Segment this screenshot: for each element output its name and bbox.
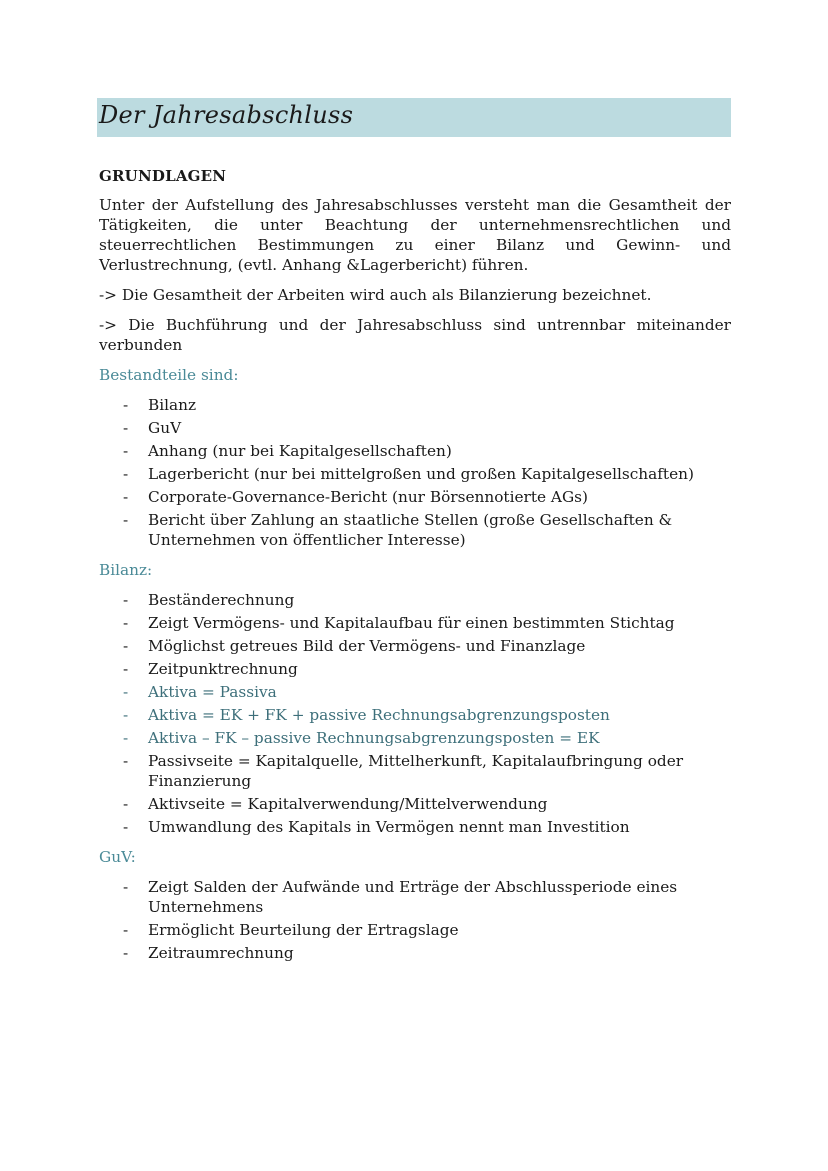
list-item: - Zeitpunktrechnung <box>123 660 298 678</box>
bilanz-label: Bilanz: <box>99 561 153 579</box>
guv-list <box>99 877 731 963</box>
list-item: - Anhang (nur bei Kapitalgesellschaften) <box>123 442 452 460</box>
list-item: - Umwandlung des Kapitals in Vermögen nennt man Investition <box>123 818 630 836</box>
paragraph-bilanzierung: -> Die Gesamtheit der Arbeiten wird auch als Bilanzierung bezeichnet. <box>99 286 652 304</box>
bestandteile-label: Bestandteile sind: <box>99 366 239 384</box>
list-item: - Zeigt Vermögens- und Kapitalaufbau für einen bestimmten Stichtag <box>123 614 675 632</box>
bestandteile-list <box>99 395 731 550</box>
list-item: - Aktivseite = Kapitalverwendung/Mittelverwendung <box>123 795 548 813</box>
bilanz-list <box>99 590 731 837</box>
list-item: - Corporate-Governance-Bericht (nur Börsennotierte AGs) <box>123 488 588 506</box>
list-item: - Bilanz <box>123 396 197 414</box>
formula-item: - Aktiva = Passiva <box>123 683 277 701</box>
list-item: - Möglichst getreues Bild der Vermögens- und Finanzlage <box>123 637 586 655</box>
title-bar <box>97 98 731 137</box>
guv-label: GuV: <box>99 848 136 866</box>
list-item: - Zeitraumrechnung <box>123 944 294 962</box>
section-heading: GRUNDLAGEN <box>99 167 227 185</box>
document-content <box>99 166 731 973</box>
paragraph-verbunden: -> Die Buchführung und der Jahresabschluss sind untrennbar miteinander verbunden <box>99 316 731 354</box>
list-item: - Beständerechnung <box>123 591 295 609</box>
page-title: Der Jahresabschluss <box>99 101 354 129</box>
list-item: - Zeigt Salden der Aufwände und Erträge der Abschlussperiode eines Unternehmens <box>123 878 678 916</box>
formula-item: - Aktiva – FK – passive Rechnungsabgrenzungsposten = EK <box>123 729 600 747</box>
list-item: - Lagerbericht (nur bei mittelgroßen und großen Kapitalgesellschaften) <box>123 465 694 483</box>
list-item: - Ermöglicht Beurteilung der Ertragslage <box>123 921 459 939</box>
paragraph-intro: Unter der Aufstellung des Jahresabschlusses versteht man die Gesamtheit der Tätigkeiten, die unter Beachtung der unternehmensrechtlichen und steuerrechtlichen Bestimmungen zu einer Bilanz und Gewinn- und Verlustrechnung, (evtl. Anhang &Lagerbericht) führen. <box>99 196 731 274</box>
list-item: - GuV <box>123 419 182 437</box>
formula-item: - Aktiva = EK + FK + passive Rechnungsabgrenzungsposten <box>123 706 610 724</box>
list-item: - Bericht über Zahlung an staatliche Stellen (große Gesellschaften & Unternehmen von öffentlicher Interesse) <box>123 511 673 549</box>
list-item: - Passivseite = Kapitalquelle, Mittelherkunft, Kapitalaufbringung oder Finanzierung <box>123 752 684 790</box>
